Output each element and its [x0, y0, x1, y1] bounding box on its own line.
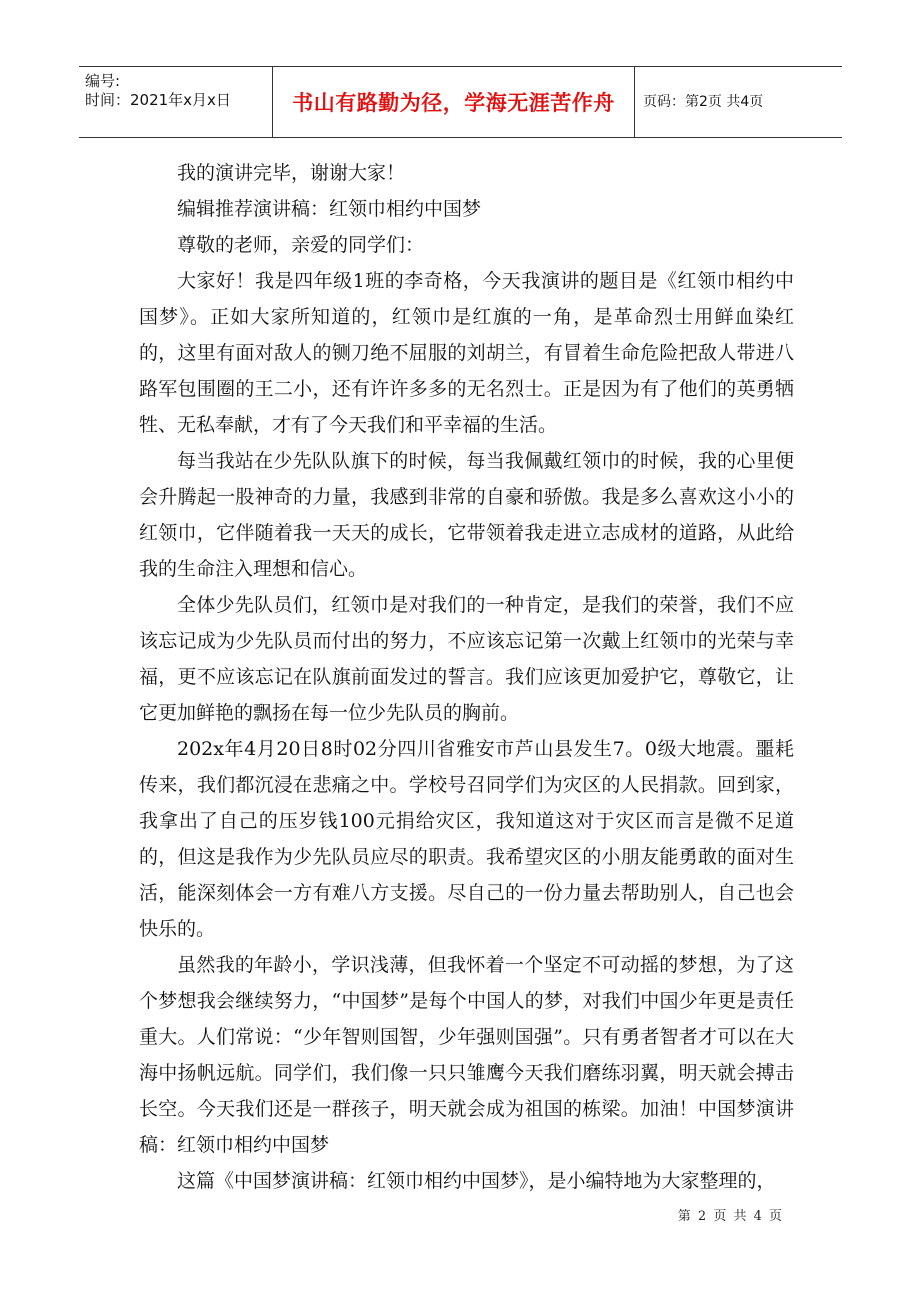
page-header: [79, 66, 842, 138]
header-divider: [634, 67, 635, 137]
serial-number-label: 编号:: [85, 72, 121, 90]
header-motto: 书山有路勤为径，学海无涯苦作舟: [292, 91, 615, 115]
paragraph: 编辑推荐演讲稿：红领巾相约中国梦: [177, 198, 482, 220]
paragraph: 大家好！我是四年级1班的李奇格，今天我演讲的题目是《红领巾相约中国梦》。正如大家所知道的，红领巾是红旗的一角，是革命烈士用鲜血染红的，这里有面对敌人的铡刀绝不屈服的刘胡兰，有冒着生命危险把敌人带进八路军包围圈的王二小，还有许许多多的无名烈士。正是因为有了他们的英勇牺牲、无私奉献，才有了今天我们和平幸福的生活。: [139, 270, 794, 436]
paragraph: 202x年4月20日8时02分四川省雅安市芦山县发生7。0级大地震。噩耗传来，我们都沉浸在悲痛之中。学校号召同学们为灾区的人民捐款。回到家，我拿出了自己的压岁钱100元捐给灾区，我知道这对于灾区而言是微不足道的，但这是我作为少先队员应尽的职责。我希望灾区的小朋友能勇敢的面对生活，能深刻体会一方有难八方支援。尽自己的一份力量去帮助别人，自己也会快乐的。: [139, 738, 794, 940]
document-body: [139, 155, 794, 1199]
header-page-number: 页码：第2页 共4页: [643, 94, 764, 110]
paragraph: 我的演讲完毕，谢谢大家！: [177, 162, 406, 184]
paragraph: 全体少先队员们，红领巾是对我们的一种肯定，是我们的荣誉，我们不应该忘记成为少先队员而付出的努力，不应该忘记第一次戴上红领巾的光荣与幸福，更不应该忘记在队旗前面发过的誓言。我们应该更加爱护它，尊敬它，让它更加鲜艳的飘扬在每一位少先队员的胸前。: [139, 594, 794, 724]
paragraph: 每当我站在少先队队旗下的时候，每当我佩戴红领巾的时候，我的心里便会升腾起一股神奇的力量，我感到非常的自豪和骄傲。我是多么喜欢这小小的红领巾，它伴随着我一天天的成长，它带领着我走进立志成材的道路，从此给我的生命注入理想和信心。: [139, 450, 794, 580]
header-meta: [85, 72, 271, 110]
paragraph: 虽然我的年龄小，学识浅薄，但我怀着一个坚定不可动摇的梦想，为了这个梦想我会继续努力，“中国梦”是每个中国人的梦，对我们中国少年更是责任重大。人们常说：“少年智则国智，少年强则国强”。只有勇者智者才可以在大海中扬帆远航。同学们，我们像一只只雏鹰今天我们磨练羽翼，明天就会搏击长空。今天我们还是一群孩子，明天就会成为祖国的栋梁。加油！中国梦演讲稿：红领巾相约中国梦: [139, 954, 794, 1156]
paragraph: 尊敬的老师，亲爱的同学们：: [177, 234, 425, 256]
date-label: 时间：2021年x月x日: [85, 91, 231, 109]
paragraph: 这篇《中国梦演讲稿：红领巾相约中国梦》，是小编特地为大家整理的，: [177, 1170, 776, 1192]
page-footer: 第 2 页 共 4 页: [677, 1209, 782, 1224]
